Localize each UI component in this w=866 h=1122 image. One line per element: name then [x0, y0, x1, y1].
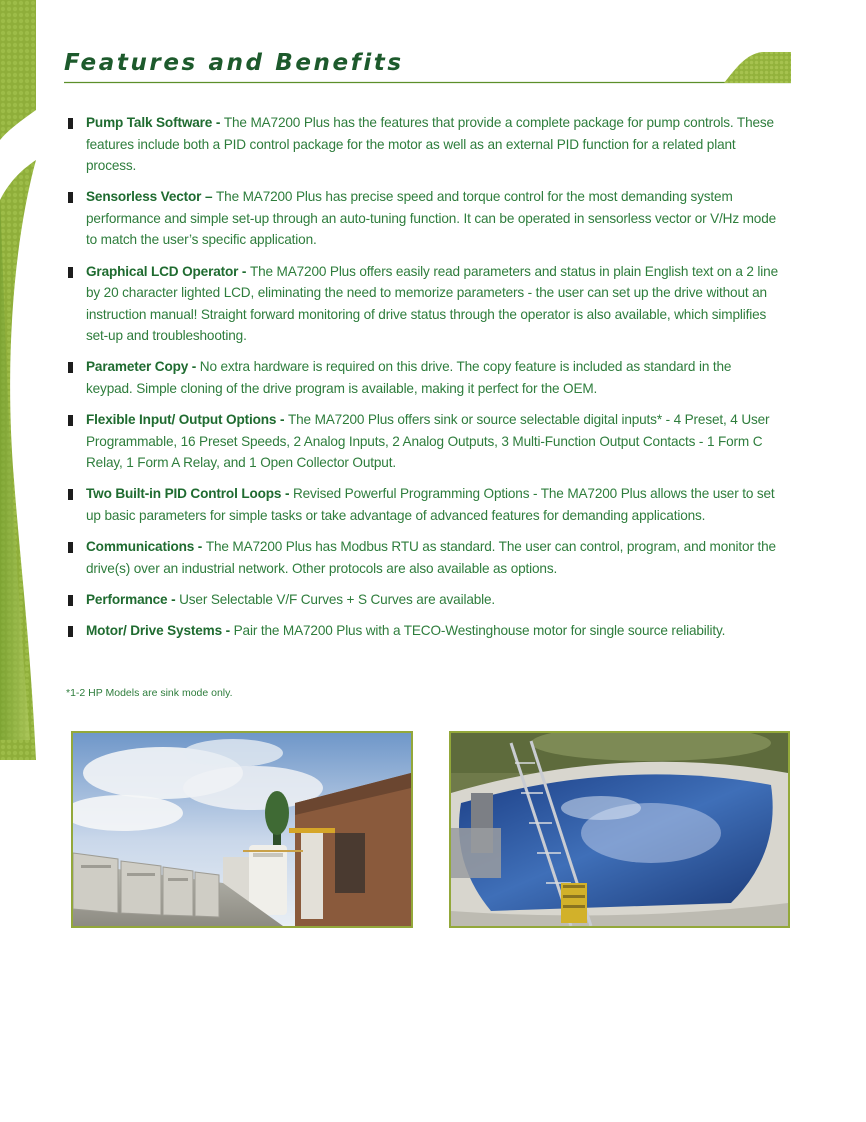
feature-title: Motor/ Drive Systems -	[86, 623, 234, 639]
square-bullet-icon	[68, 626, 73, 637]
side-decoration	[0, 0, 40, 760]
list-item	[68, 186, 780, 251]
feature-body: The MA7200 Plus offers easily read parameters and status in plain English text on a 2 line by 20 character lighted LCD, eliminating the need to memorize parameters - the user can set up the drive without an instruction manual! Straight forward monitoring of drive status through the operator is also available, which simplifies set-up and troubleshooting.	[86, 263, 778, 344]
feature-title: Flexible Input/ Output Options -	[86, 412, 288, 428]
square-bullet-icon	[68, 489, 73, 500]
square-bullet-icon	[68, 267, 73, 278]
feature-body: User Selectable V/F Curves + S Curves are available.	[179, 592, 496, 608]
features-list	[68, 112, 780, 652]
photo-pump-station	[71, 731, 413, 928]
square-bullet-icon	[68, 192, 73, 203]
feature-title: Performance -	[86, 592, 180, 608]
feature-body: Revised Powerful Programming Options - The MA7200 Plus allows the user to set up basic parameters for simple tasks or take advantage of advanced features for demanding applications.	[86, 486, 775, 523]
feature-title: Graphical LCD Operator -	[86, 263, 250, 279]
list-item	[68, 536, 780, 579]
feature-body: The MA7200 Plus has precise speed and torque control for the most demanding system performance and simple set-up through an auto-tuning function. It can be operated in sensorless vector or V/Hz mode to match the user’s specific application.	[86, 189, 777, 248]
footnote: *1-2 HP Models are sink mode only.	[66, 687, 233, 699]
list-item	[68, 620, 780, 642]
list-item	[68, 589, 780, 611]
list-item	[68, 356, 780, 399]
feature-title: Parameter Copy -	[86, 359, 200, 375]
square-bullet-icon	[68, 542, 73, 553]
square-bullet-icon	[68, 118, 73, 129]
feature-title: Communications -	[86, 539, 206, 555]
feature-body: The MA7200 Plus offers sink or source selectable digital inputs* - 4 Preset, 4 User Programmable, 16 Preset Speeds, 2 Analog Inputs, 2 Analog Outputs, 3 Multi-Function Output Contacts - 1 Form C Relay, 1 Form A Relay, and 1 Open Collector Output.	[86, 412, 770, 471]
list-item	[68, 261, 780, 347]
feature-title: Pump Talk Software -	[86, 115, 224, 130]
square-bullet-icon	[68, 415, 73, 426]
feature-body: No extra hardware is required on this drive. The copy feature is included as standard in the keypad. Simple cloning of the drive program is available, making it perfect for the OEM.	[86, 359, 732, 396]
feature-title: Sensorless Vector –	[86, 189, 216, 205]
list-item	[68, 112, 780, 177]
page-title: Features and Benefits	[64, 50, 404, 76]
feature-body: The MA7200 Plus has Modbus RTU as standard. The user can control, program, and monitor the drive(s) over an industrial network. Other protocols are also available as options.	[86, 539, 776, 576]
clarifier-illustration	[451, 733, 788, 926]
list-item	[68, 483, 780, 526]
feature-body: The MA7200 Plus has the features that provide a complete package for pump controls. These features include both a PID control package for the motor as well as an external PID function for a related plant process.	[86, 115, 774, 173]
feature-title: Two Built-in PID Control Loops -	[86, 486, 293, 502]
square-bullet-icon	[68, 595, 73, 606]
photo-clarifier-tank	[449, 731, 790, 928]
feature-body: Pair the MA7200 Plus with a TECO-Westinghouse motor for single source reliability.	[233, 623, 726, 639]
pump-station-illustration	[73, 733, 411, 926]
square-bullet-icon	[68, 362, 73, 373]
list-item	[68, 409, 780, 474]
